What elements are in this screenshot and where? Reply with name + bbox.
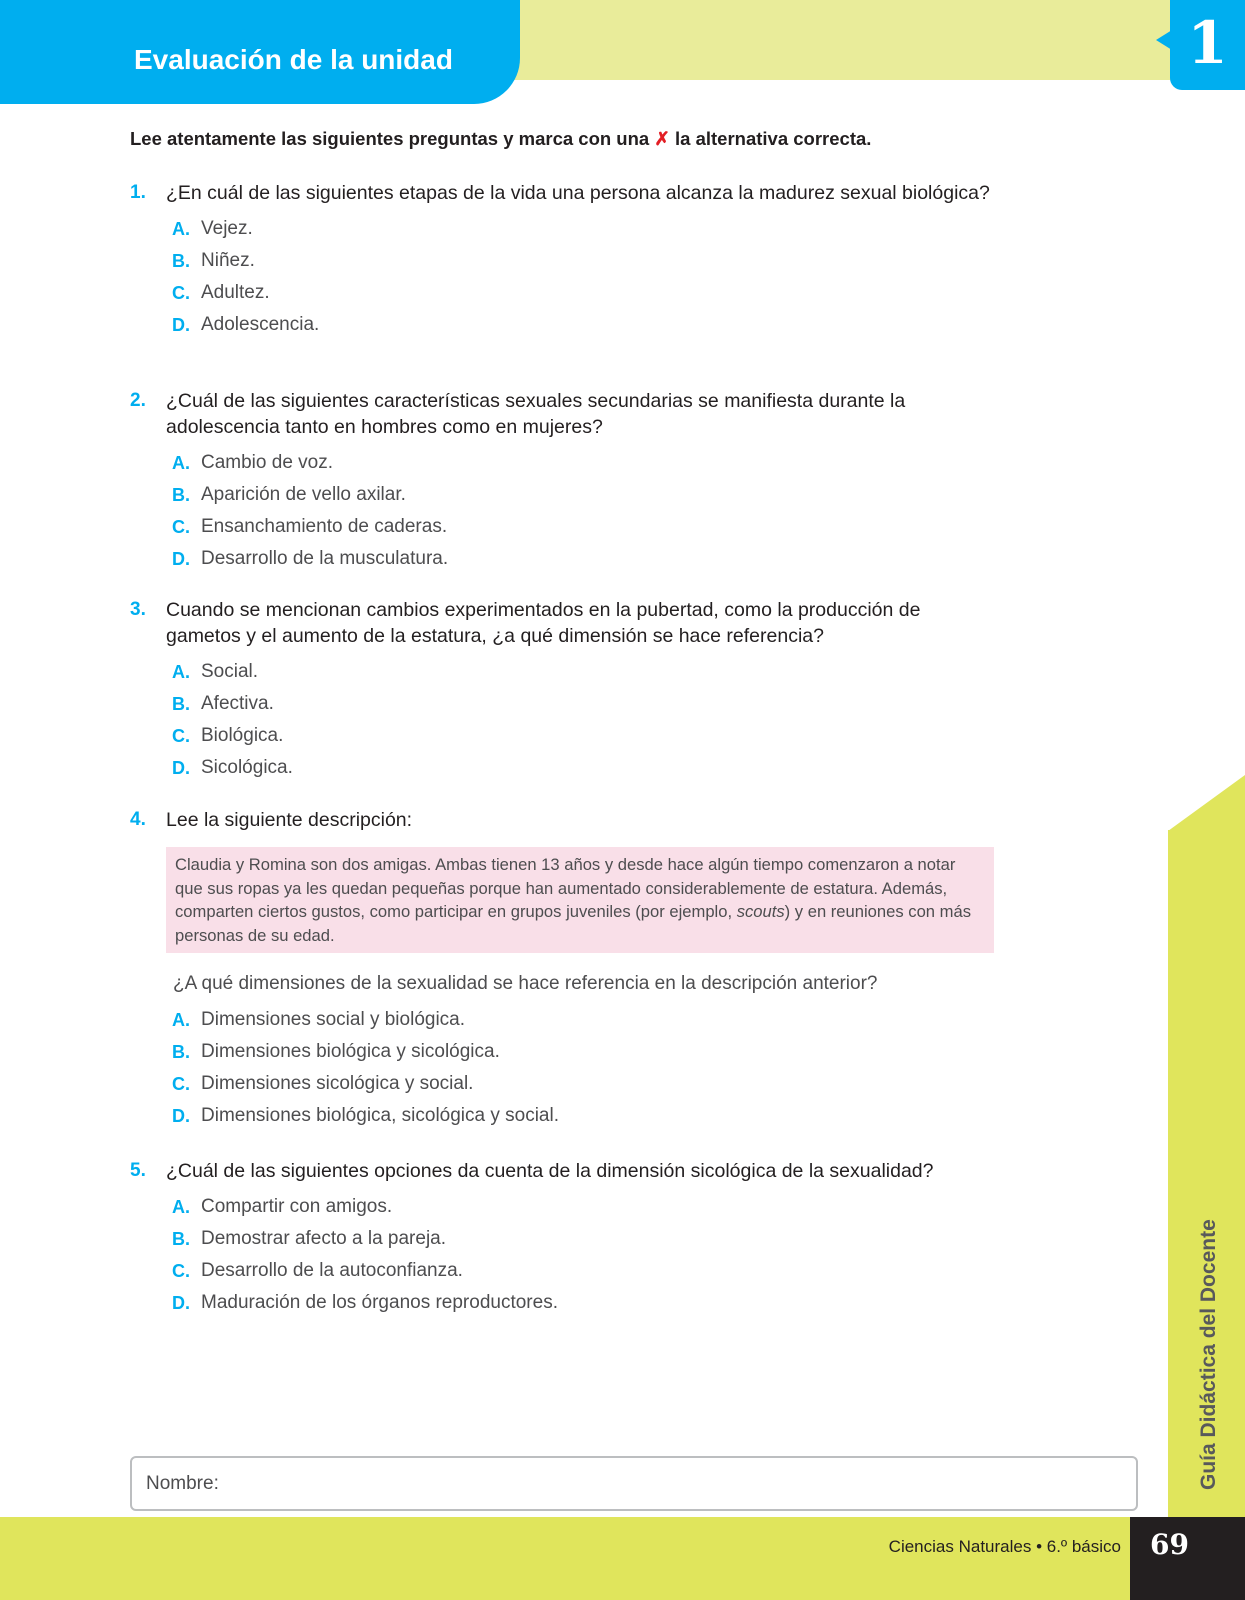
option-letter: D. bbox=[172, 757, 190, 778]
option-text: Niñez. bbox=[201, 250, 255, 271]
option-text: Dimensiones social y biológica. bbox=[201, 1009, 466, 1030]
option-text: Compartir con amigos. bbox=[201, 1196, 393, 1217]
question-number: 4. bbox=[130, 809, 146, 830]
description-passage bbox=[166, 847, 994, 953]
question-3 bbox=[130, 597, 990, 784]
option-d[interactable] bbox=[172, 752, 990, 784]
instruction-text-after: la alternativa correcta. bbox=[669, 128, 872, 149]
option-text: Adultez. bbox=[201, 282, 270, 303]
side-label: Guía Didáctica del Docente bbox=[1197, 1219, 1220, 1490]
option-text: Demostrar afecto a la pareja. bbox=[201, 1228, 447, 1249]
question-text: ¿En cuál de las siguientes etapas de la vida una persona alcanza la madurez sexual biológica? bbox=[166, 182, 990, 204]
option-letter: B. bbox=[172, 250, 190, 271]
option-text: Desarrollo de la autoconfianza. bbox=[201, 1260, 463, 1281]
option-c[interactable] bbox=[172, 1068, 990, 1100]
name-field[interactable] bbox=[130, 1456, 1138, 1511]
question-2 bbox=[130, 388, 990, 575]
option-letter: D. bbox=[172, 1292, 190, 1313]
option-text: Sicológica. bbox=[201, 757, 293, 778]
option-c[interactable] bbox=[172, 1255, 990, 1287]
option-letter: D. bbox=[172, 548, 190, 569]
option-a[interactable] bbox=[172, 447, 990, 479]
option-c[interactable] bbox=[172, 511, 990, 543]
option-text: Dimensiones sicológica y social. bbox=[201, 1073, 474, 1094]
question-text: Cuando se mencionan cambios experimentados en la pubertad, como la producción de gametos y el aumento de la estatura, ¿a qué dimensión se hace referencia? bbox=[166, 599, 921, 647]
question-1 bbox=[130, 180, 990, 341]
option-letter: B. bbox=[172, 1041, 190, 1062]
option-a[interactable] bbox=[172, 1191, 990, 1223]
option-letter: A. bbox=[172, 1009, 190, 1030]
option-b[interactable] bbox=[172, 479, 990, 511]
header-band bbox=[480, 0, 1180, 80]
option-text: Desarrollo de la musculatura. bbox=[201, 548, 449, 569]
option-a[interactable] bbox=[172, 1004, 990, 1036]
option-d[interactable] bbox=[172, 1100, 990, 1132]
option-text: Biológica. bbox=[201, 725, 284, 746]
option-d[interactable] bbox=[172, 309, 990, 341]
option-text: Cambio de voz. bbox=[201, 452, 334, 473]
option-letter: A. bbox=[172, 661, 190, 682]
option-text: Afectiva. bbox=[201, 693, 274, 714]
footer-subject: Ciencias Naturales • 6.º básico bbox=[888, 1537, 1121, 1556]
option-letter: B. bbox=[172, 484, 190, 505]
question-number: 1. bbox=[130, 182, 146, 203]
option-text: Aparición de vello axilar. bbox=[201, 484, 406, 505]
question-text: ¿Cuál de las siguientes opciones da cuenta de la dimensión sicológica de la sexualidad? bbox=[166, 1160, 934, 1182]
option-d[interactable] bbox=[172, 1287, 990, 1319]
question-text: ¿Cuál de las siguientes características sexuales secundarias se manifiesta durante la adolescencia tanto en hombres como en mujeres? bbox=[166, 390, 906, 438]
passage-text-after: ) y en reuniones con más personas de su edad. bbox=[175, 902, 971, 945]
option-letter: B. bbox=[172, 1228, 190, 1249]
option-text: Maduración de los órganos reproductores. bbox=[201, 1292, 558, 1313]
option-text: Adolescencia. bbox=[201, 314, 320, 335]
option-letter: D. bbox=[172, 1105, 190, 1126]
option-b[interactable] bbox=[172, 688, 990, 720]
option-b[interactable] bbox=[172, 1223, 990, 1255]
option-text: Social. bbox=[201, 661, 259, 682]
name-label: Nombre: bbox=[146, 1473, 219, 1494]
option-text: Vejez. bbox=[201, 218, 253, 239]
question-number: 5. bbox=[130, 1160, 146, 1181]
option-letter: A. bbox=[172, 1196, 190, 1217]
option-text: Dimensiones biológica y sicológica. bbox=[201, 1041, 500, 1062]
option-b[interactable] bbox=[172, 245, 990, 277]
page-title: Evaluación de la unidad bbox=[134, 44, 453, 75]
options-list bbox=[172, 1191, 990, 1319]
passage-italic-term: scouts bbox=[736, 902, 785, 921]
option-a[interactable] bbox=[172, 213, 990, 245]
option-letter: A. bbox=[172, 452, 190, 473]
option-letter: C. bbox=[172, 282, 190, 303]
option-a[interactable] bbox=[172, 656, 990, 688]
options-list bbox=[172, 447, 990, 575]
option-text: Ensanchamiento de caderas. bbox=[201, 516, 448, 537]
options-list bbox=[172, 213, 990, 341]
passage-text-before: Claudia y Romina son dos amigas. Ambas tienen 13 años y desde hace algún tiempo comenzaron a notar que sus ropas ya les quedan pequeñas porque han aumentado considerablemente de estatura. Además, comparten ciertos gustos, como participar en grupos juveniles (por ejemplo, bbox=[175, 855, 956, 921]
question-5 bbox=[130, 1158, 990, 1319]
question-number: 2. bbox=[130, 390, 146, 411]
option-letter: A. bbox=[172, 218, 190, 239]
instruction-text-before: Lee atentamente las siguientes preguntas y marca con una bbox=[130, 128, 655, 149]
option-letter: C. bbox=[172, 725, 190, 746]
option-letter: D. bbox=[172, 314, 190, 335]
option-text: Dimensiones biológica, sicológica y social. bbox=[201, 1105, 560, 1126]
option-letter: B. bbox=[172, 693, 190, 714]
question-text: Lee la siguiente descripción: bbox=[166, 809, 413, 831]
instruction bbox=[130, 128, 871, 150]
option-c[interactable] bbox=[172, 720, 990, 752]
question-number: 3. bbox=[130, 599, 146, 620]
question-4 bbox=[130, 807, 990, 1132]
x-mark-icon: ✗ bbox=[654, 128, 670, 149]
option-letter: C. bbox=[172, 1073, 190, 1094]
options-list bbox=[172, 1004, 990, 1132]
option-b[interactable] bbox=[172, 1036, 990, 1068]
option-letter: C. bbox=[172, 1260, 190, 1281]
sub-question: ¿A qué dimensiones de la sexualidad se hace referencia en la descripción anterior? bbox=[173, 973, 878, 994]
footer-band bbox=[0, 1517, 1245, 1600]
option-d[interactable] bbox=[172, 543, 990, 575]
unit-number: 1 bbox=[1187, 9, 1228, 77]
side-band-corner bbox=[1168, 775, 1245, 831]
options-list bbox=[172, 656, 990, 784]
page-number: 69 bbox=[1150, 1528, 1189, 1561]
option-letter: C. bbox=[172, 516, 190, 537]
option-c[interactable] bbox=[172, 277, 990, 309]
